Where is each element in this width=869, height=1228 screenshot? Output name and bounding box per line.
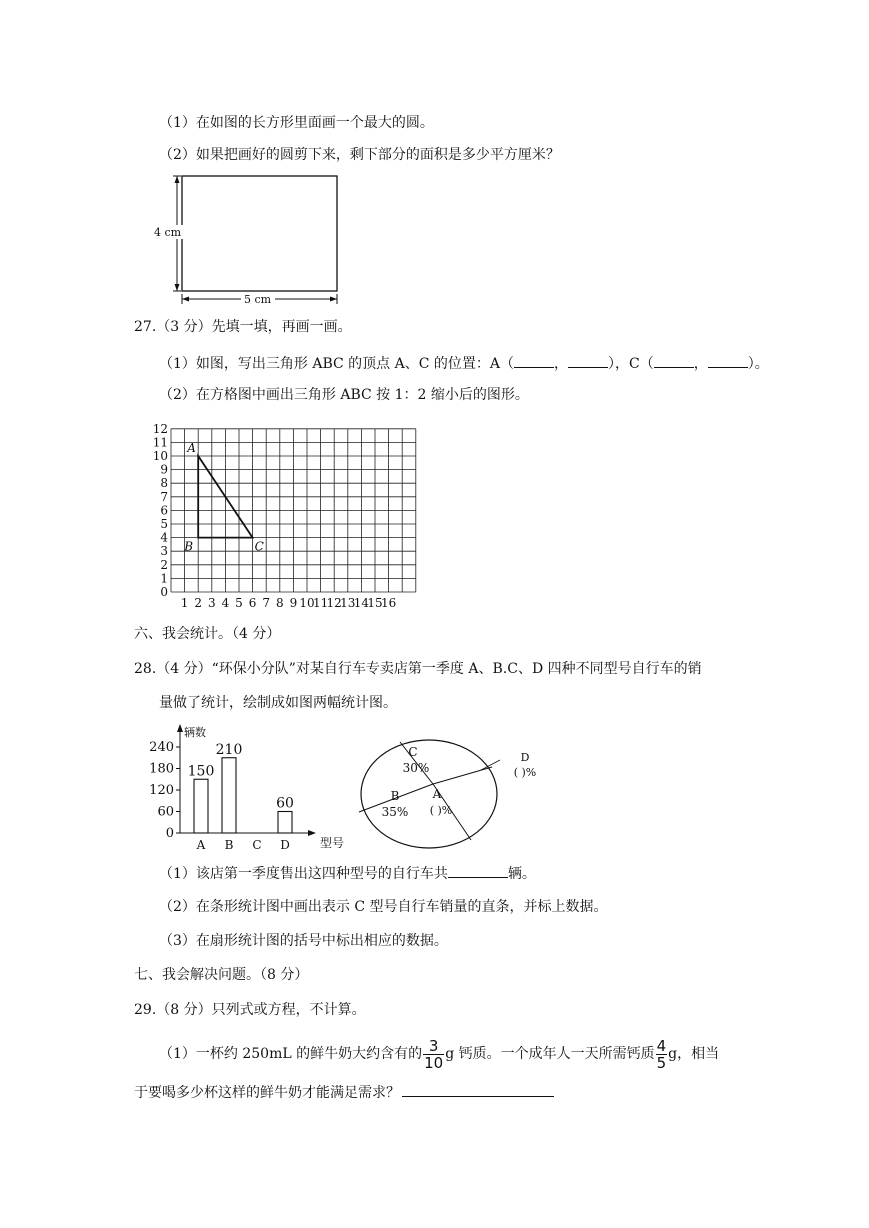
q27-title: 27.（3 分）先填一填，再画一画。 [134, 319, 352, 335]
answer-blank-a-y[interactable] [568, 353, 608, 368]
answer-blank-expression[interactable] [402, 1082, 554, 1097]
vertex-label-a: A [187, 441, 196, 455]
q29-part1-text-b: g 钙质。一个成年人一天所需钙质 [445, 1046, 655, 1062]
x-tick-label: 6 [248, 596, 257, 610]
y-tick-label: 120 [149, 783, 174, 798]
comma: ， [554, 356, 569, 372]
slice-label-a: A [432, 787, 442, 801]
y-tick-label: 6 [160, 503, 168, 518]
x-axis-arrow [308, 830, 316, 836]
y-tick-label: 0 [160, 585, 168, 599]
bar-value-label: 210 [215, 741, 243, 758]
y-tick-label: 60 [157, 804, 174, 820]
slice-value-c: 30% [402, 761, 430, 775]
x-tick-label: 11 [312, 596, 329, 610]
y-tick-label: 11 [152, 435, 168, 450]
q27-part1 [159, 353, 769, 373]
vertex-label-c: C [254, 539, 264, 554]
pie-chart [355, 740, 565, 850]
fraction-4-5 [656, 1038, 668, 1071]
q28-part1-unit: 辆。 [507, 866, 536, 882]
y-tick-label: 2 [160, 557, 168, 572]
y-tick-label: 7 [160, 489, 168, 504]
answer-blank-c-y[interactable] [708, 353, 748, 368]
q28-part1-text: （1）该店第一季度售出这四种型号的自行车共 [159, 866, 448, 882]
q26-part1: （1）在如图的长方形里面画一个最大的圆。 [159, 115, 434, 131]
y-tick-label: 180 [149, 761, 174, 777]
fraction-numerator: 4 [656, 1036, 667, 1055]
answer-blank-total[interactable] [448, 863, 508, 878]
q29-part1-text-a: （1）一杯约 250mL 的鲜牛奶大约含有的 [159, 1046, 423, 1062]
y-tick-label: 1 [160, 571, 168, 586]
answer-blank-c-x[interactable] [654, 353, 694, 368]
x-axis-label: 型号 [320, 836, 345, 850]
q29-part1-line2 [134, 1082, 554, 1102]
fraction-3-10 [423, 1038, 444, 1071]
y-tick-label: 12 [152, 421, 168, 436]
y-tick-label: 0 [165, 826, 174, 841]
q29-part1 [159, 1036, 719, 1072]
rectangle [182, 176, 337, 291]
x-tick-label: 10 [299, 596, 315, 610]
q29-title: 29.（8 分）只列式或方程，不计算。 [134, 1002, 366, 1018]
x-tick-label: 13 [340, 596, 356, 610]
bar-chart [140, 722, 345, 852]
x-tick-label: 9 [289, 596, 298, 610]
y-tick-label: 4 [160, 530, 168, 545]
q27-part2: （2）在方格图中画出三角形 ABC 按 1：2 缩小后的图形。 [159, 387, 529, 403]
q29-part1-line2-text: 于要喝多少杯这样的鲜牛奶才能满足需求？ [134, 1085, 400, 1101]
x-tick-label: 15 [367, 596, 383, 610]
q28-line1: 28.（4 分）“环保小分队”对某自行车专卖店第一季度 A、B.C、D 四种不同型号自行车的销 [134, 661, 702, 677]
y-axis-arrow [177, 724, 183, 732]
q28-part3: （3）在扇形统计图的括号中标出相应的数据。 [159, 933, 448, 949]
q29-part1-text-c: g，相当 [668, 1046, 720, 1062]
bar-value-label: 60 [276, 795, 294, 812]
bar [222, 758, 236, 833]
x-tick-label: 8 [275, 596, 284, 610]
slice-label-d: D [520, 751, 530, 764]
vertex-label-b: B [184, 539, 194, 554]
comma: ， [693, 356, 708, 372]
slice-value-b: 35% [381, 805, 409, 819]
y-tick-label: 8 [160, 476, 168, 491]
category-label: B [224, 838, 234, 852]
x-tick-label: 16 [380, 596, 397, 610]
answer-blank-a-x[interactable] [514, 353, 554, 368]
x-tick-label: 3 [207, 596, 216, 610]
slice-label-b: B [390, 789, 400, 803]
x-tick-label: 5 [235, 596, 243, 610]
q26-part2: （2）如果把画好的圆剪下来，剩下部分的面积是多少平方厘米？ [159, 147, 560, 163]
y-tick-label: 3 [160, 544, 168, 559]
x-tick-label: 12 [326, 596, 342, 610]
fraction-denominator: 5 [656, 1053, 667, 1072]
slice-label-c: C [408, 745, 418, 759]
y-tick-label: 9 [160, 462, 168, 477]
y-axis-label: 辆数 [184, 726, 206, 739]
category-label: C [252, 838, 262, 852]
q27-part1-mid: ），C（ [608, 356, 654, 372]
slice-value-d: ( )% [513, 766, 537, 779]
fraction-denominator: 10 [424, 1053, 444, 1072]
slice-value-a: ( )% [429, 804, 453, 817]
q26-rectangle-figure [150, 168, 350, 308]
bar-value-label: 150 [187, 763, 215, 780]
q28-line2: 量做了统计，绘制成如图两幅统计图。 [159, 695, 397, 711]
fraction-numerator: 3 [423, 1038, 444, 1055]
q28-part1 [159, 863, 536, 883]
pie-slice-divider [433, 767, 492, 784]
x-tick-label: 1 [180, 596, 189, 610]
x-tick-label: 2 [194, 596, 203, 610]
section7-heading: 七、我会解决问题。（8 分） [134, 967, 309, 983]
y-tick-label: 10 [152, 449, 168, 463]
category-label: D [280, 838, 290, 852]
q27-part1-end: ）。 [747, 356, 769, 372]
x-tick-label: 4 [221, 596, 230, 610]
pie-circle [361, 740, 497, 848]
q27-part1-text: （1）如图，写出三角形 ABC 的顶点 A、C 的位置：A（ [159, 356, 515, 372]
section6-heading: 六、我会统计。（4 分） [134, 626, 281, 642]
x-tick-label: 7 [262, 596, 271, 610]
category-label: A [196, 838, 206, 852]
x-tick-label: 14 [353, 596, 370, 610]
y-tick-label: 240 [149, 740, 174, 755]
bar [194, 779, 208, 833]
bar [278, 812, 292, 834]
height-label: 4 cm [154, 226, 182, 239]
width-label: 5 cm [244, 293, 272, 306]
coordinate-grid [140, 418, 420, 614]
y-tick-label: 5 [160, 517, 168, 531]
q28-part2: （2）在条形统计图中画出表示 C 型号自行车销量的直条，并标上数据。 [159, 899, 608, 915]
